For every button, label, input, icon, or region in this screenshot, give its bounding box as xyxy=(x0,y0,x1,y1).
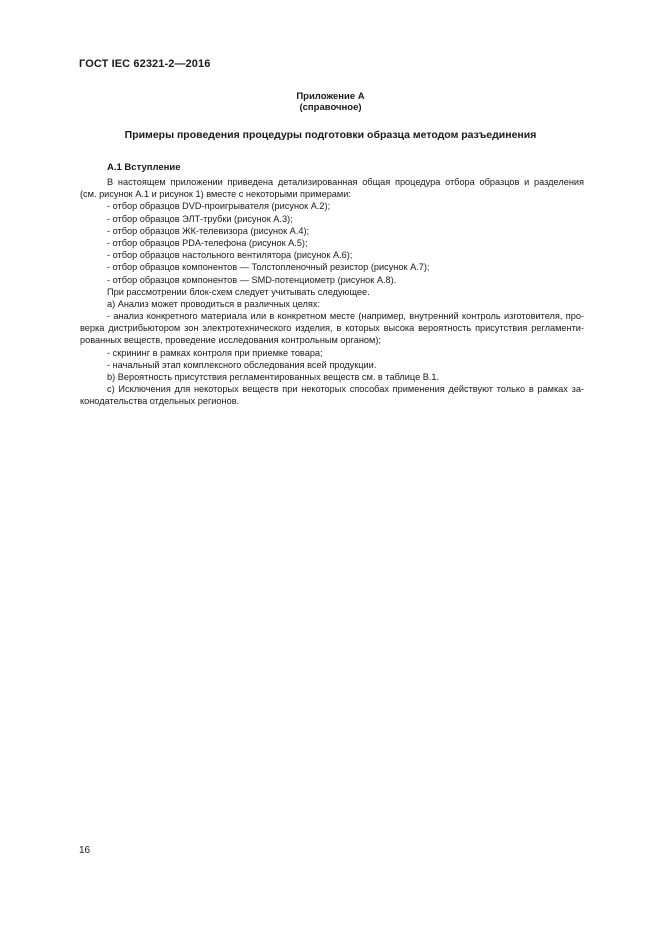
paragraph-line: рованных веществ, проведение исследования контрольным органом); xyxy=(80,335,381,346)
list-item: - начальный этап комплексного обследования всей продукции. xyxy=(107,359,377,370)
paragraph-line: В настоящем приложении приведена детализированная общая процедура отбора образцов и разделения xyxy=(107,177,584,187)
list-item: - отбор образцов DVD-проигрывателя (рисунок А.2); xyxy=(107,201,331,212)
paragraph-line: а) Анализ может проводиться в различных целях: xyxy=(107,298,321,309)
list-item: - отбор образцов настольного вентилятора (рисунок А.6); xyxy=(107,250,353,261)
list-item: - анализ конкретного материала или в конкретном месте (например, внутренний контроль изготовителя, про- xyxy=(107,311,584,322)
appendix-title: Приложение А xyxy=(296,91,365,102)
list-item: - скрининг в рамках контроля при приемке товара; xyxy=(107,347,323,358)
paragraph-line: c) Исключения для некоторых веществ при некоторых способах применения действуют только в рамках за- xyxy=(107,384,584,395)
paragraph-line: верка дистрибьютором зон электротехнического изделия, в которых высока вероятность присутствия регламенти- xyxy=(80,323,584,334)
list-item: - отбор образцов ЭЛТ-трубки (рисунок А.3); xyxy=(107,213,293,224)
list-item: - отбор образцов PDA-телефона (рисунок А.5); xyxy=(107,237,308,248)
appendix-subtitle: (справочное) xyxy=(299,102,362,113)
standard-header: ГОСТ IEC 62321-2—2016 xyxy=(79,58,211,70)
section-heading: А.1 Вступление xyxy=(107,162,181,173)
paragraph-line: конодательства отдельных регионов. xyxy=(80,396,240,407)
paragraph-line: При рассмотрении блок-схем следует учитывать следующее. xyxy=(107,286,370,297)
page-number: 16 xyxy=(79,845,91,856)
paragraph-line: (см. рисунок А.1 и рисунок 1) вместе с некоторыми примерами: xyxy=(80,189,351,200)
list-item: - отбор образцов компонентов — Толстопленочный резистор (рисунок А.7); xyxy=(107,262,430,273)
paragraph-line: b) Вероятность присутствия регламентированных веществ см. в таблице В.1. xyxy=(107,372,440,382)
document-title: Примеры проведения процедуры подготовки образца методом разъединения xyxy=(124,129,537,141)
list-item: - отбор образцов компонентов — SMD-потенциометр (рисунок А.8). xyxy=(107,274,397,285)
list-item: - отбор образцов ЖК-телевизора (рисунок А.4); xyxy=(107,225,310,236)
section-body xyxy=(80,176,584,408)
